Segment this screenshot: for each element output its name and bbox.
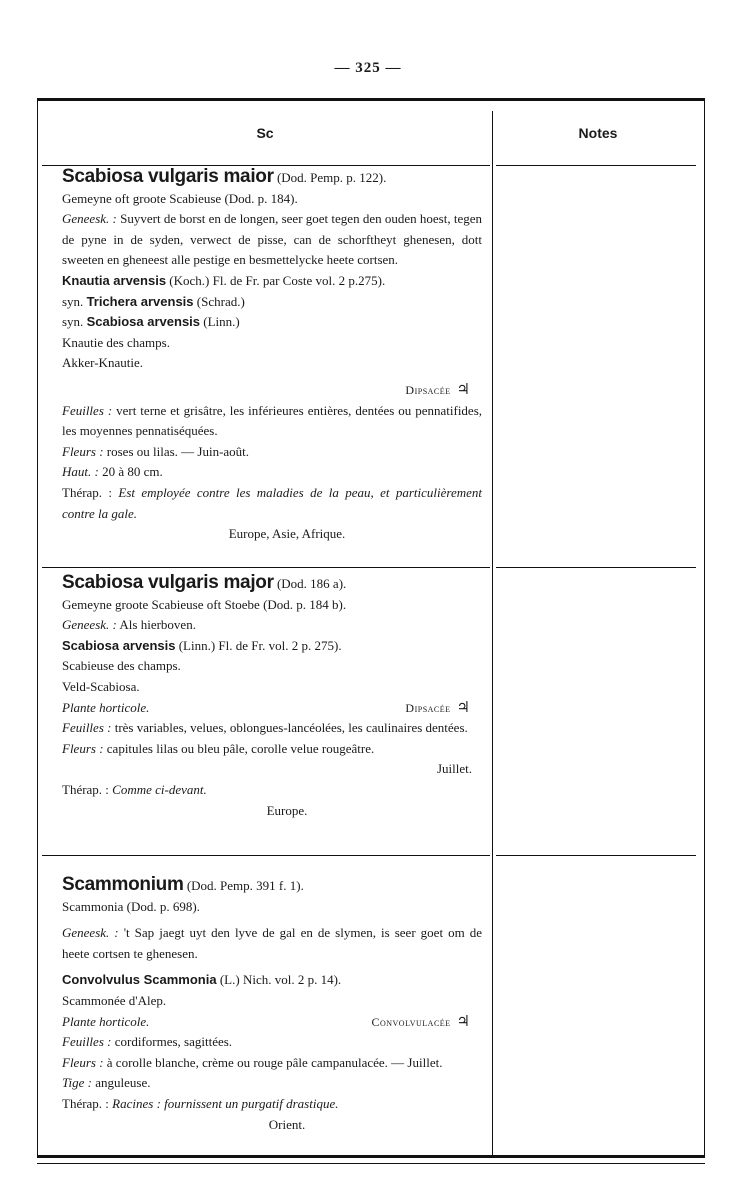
column-header-sc: Sc — [256, 125, 274, 141]
entry-scabiosa-vulgaris-major: Scabiosa vulgaris major (Dod. 186 a). Gemeyne groote Scabieuse oft Stoebe (Dod. p. 184 b). Geneesk. : Als hierboven. Scabiosa arvensis (Linn.) Fl. de Fr. vol. 2 p. 275). Scabieuse des champs. Veld-Scabiosa. Plante horticole. Dipsacée ♃ Feuilles : très variables, velues, oblongues-lancéolées, les caulinaires dentées. Fleurs : capitules lilas ou bleu pâle, corolle velue rougeâtre. Juillet. Thérap. : Comme ci-devant. Europe. — [62, 573, 482, 821]
entry-divider-2-notes — [496, 855, 696, 856]
family-label: Dipsacée — [405, 382, 451, 397]
entry-synonym-line: Scammonia (Dod. p. 698). — [62, 898, 200, 914]
family-label: Dipsacée — [405, 700, 451, 715]
perennial-symbol: ♃ — [456, 381, 470, 398]
geneesk-text: Als hierboven. — [119, 617, 196, 633]
species-name: Knautia arvensis — [62, 272, 167, 288]
page-number: — 325 — — [334, 60, 402, 76]
family-label: Convolvulacée — [371, 1014, 451, 1029]
geneesk-text: Suyvert de borst en de longen, seer goet tegen den ouden hoest, tegen de pyne in de syden, verwect de pisse, can de schorftheyt ghenesen, dott sweeten en gheneest alle pestige en besmettelycke heete cortsen. — [62, 211, 483, 268]
perennial-symbol: ♃ — [456, 1013, 470, 1030]
entry-title: Scabiosa vulgaris maior — [62, 166, 274, 187]
species-name: Convolvulus Scammonia — [62, 972, 217, 988]
entry-scabiosa-vulgaris-maior: Scabiosa vulgaris maior (Dod. Pemp. p. 122). Gemeyne oft groote Scabieuse (Dod. p. 184). Geneesk. : Suyvert de borst en de longen, seer goet tegen den ouden hoest, tegen de pyne in de syden, verwect de pisse, can de schorftheyt ghenesen, dott sweeten en gheneest alle pestige en besmettelycke heete cortsen. Knautia arvensis (Koch.) Fl. de Fr. par Coste vol. 2 p.275). syn. Trichera arvensis (Schrad.) syn. Scabiosa arvensis (Linn.) Knautie des champs. Akker-Knautie. Dipsacée ♃ Feuilles : vert terne et grisâtre, les inférieures entières, dentées ou pennatifides, les moyennes pennatiséquées. Fleurs : roses ou lilas. — Juin-août. Haut. : 20 à 80 cm. Thérap. : Est employée contre les maladies de la peau, et particulièrement contre la gale. Europe, Asie, Afrique. — [62, 167, 482, 545]
column-header-notes: Notes — [578, 125, 618, 141]
distribution: Orient. — [268, 1116, 306, 1132]
distribution: Europe, Asie, Afrique. — [228, 526, 346, 542]
entry-synonym-line: Gemeyne groote Scabieuse oft Stoebe (Dod. p. 184 b). — [62, 596, 347, 612]
entry-title: Scammonium — [62, 874, 184, 895]
perennial-symbol: ♃ — [456, 699, 470, 716]
entry-divider-1 — [42, 567, 490, 568]
column-divider — [492, 111, 493, 1155]
entry-scammonium: Scammonium (Dod. Pemp. 391 f. 1). Scammonia (Dod. p. 698). Geneesk. : 't Sap jaegt uyt den lyve de gal en de slymen, is seer goet om de heete cortsen te ghenesen. Convolvulus Scammonia (L.) Nich. vol. 2 p. 14). Scammonée d'Alep. Plante horticole. Convolvulacée ♃ Feuilles : cordiformes, sagittées. Fleurs : à corolle blanche, crème ou rouge pâle campanulacée. — Juillet. Tige : anguleuse. Thérap. : Racines : fournissent un purgatif drastique. Orient. — [62, 875, 482, 1135]
entry-divider-2 — [42, 855, 490, 856]
bottom-rule — [37, 1163, 705, 1164]
entry-divider-1-notes — [496, 567, 696, 568]
header-rule-notes — [496, 165, 696, 166]
species-name: Scabiosa arvensis — [62, 637, 176, 653]
geneesk-text: 't Sap jaegt uyt den lyve de gal en de slymen, is seer goet om de heete cortsen te ghenesen. — [62, 925, 483, 961]
herbal-table — [37, 98, 705, 1158]
distribution: Europe. — [266, 802, 308, 818]
entry-title: Scabiosa vulgaris major — [62, 572, 274, 593]
entry-synonym-line: Gemeyne oft groote Scabieuse (Dod. p. 184). — [62, 190, 298, 206]
